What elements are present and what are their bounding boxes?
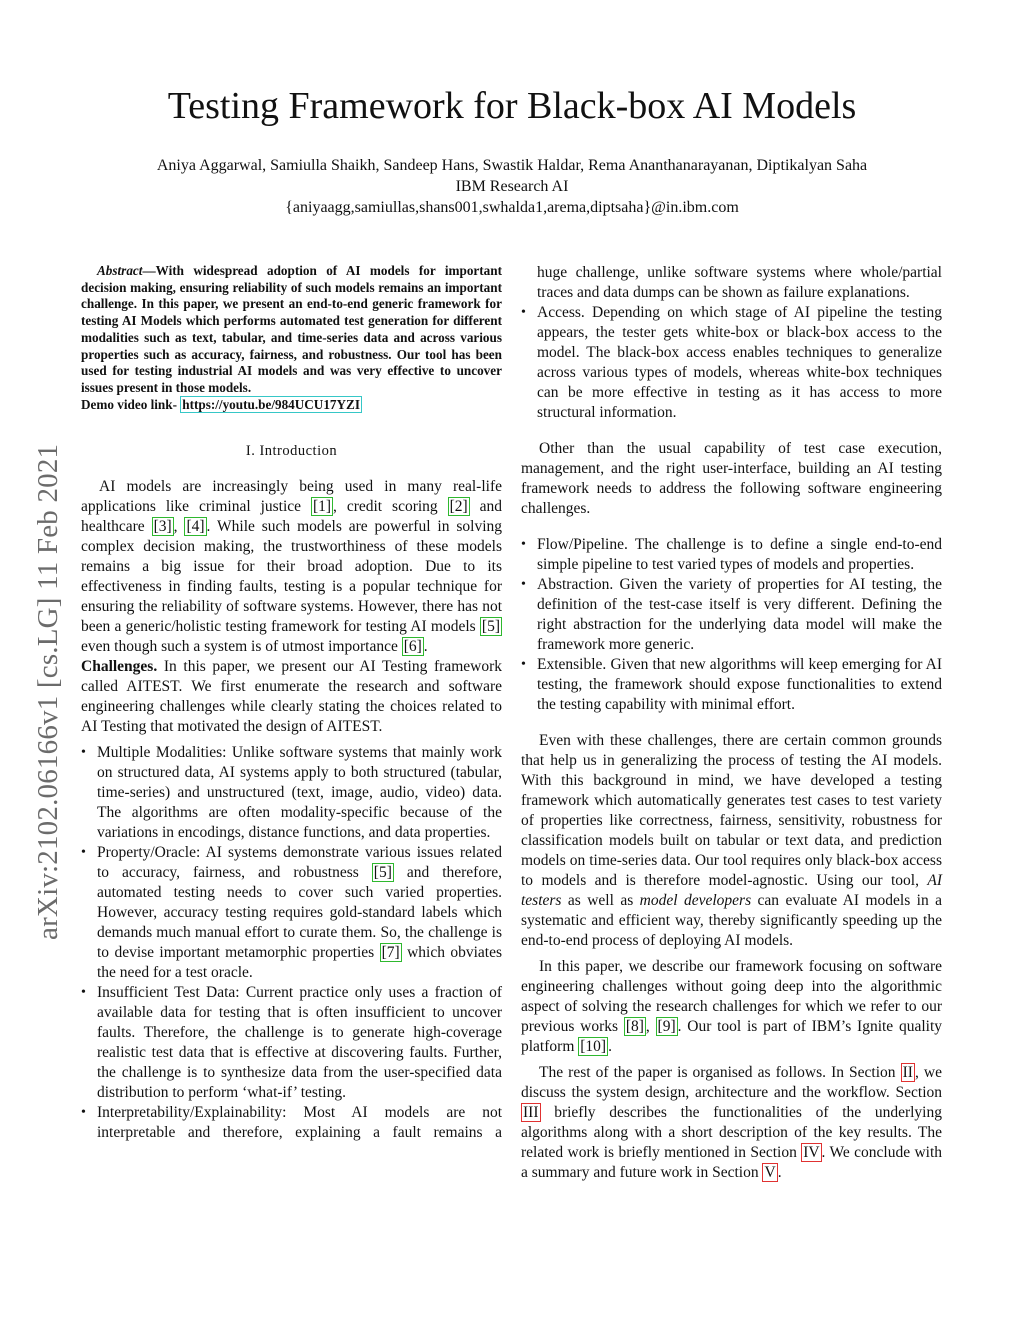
text-run: . <box>777 1164 782 1181</box>
citation-link[interactable]: [7] <box>381 944 400 962</box>
list-item: • Insufficient Test Data: Current practice only uses a fraction of available data for testing that is often insufficient to uncover faults. Therefore, the challenge is to generate high-coverage realistic test data that is effective at discovering faults. Further, the challenge is to synthesize data from the user-specified data distribution to perform ‘what-if’ testing. <box>81 983 502 1103</box>
section-ref-link[interactable]: V <box>764 1164 776 1181</box>
list-item: • Flow/Pipeline. The challenge is to define a single end-to-end simple pipeline to test varied types of models and properties. <box>521 535 942 575</box>
text-run: Property/Oracle: AI systems demonstrate various issues related to accuracy, fairness, and robustness <box>97 844 502 882</box>
abstract-text: —With widespread adoption of AI models for important decision making, ensuring reliability of such models remains an important challenge. In this paper, we present an end-to-end generic framework for testing AI Models which performs automated test generation for different modalities such as text, tabular, and time-series data and across various properties such as accuracy, fairness, and robustness. Our tool has been used for testing industrial AI models and was very effective to uncover issues present in those models. <box>81 263 502 395</box>
emphasis: AI testers <box>521 872 942 909</box>
text-run: Even with these challenges, there are certain common grounds that help us in generalizing the process of testing the AI models. With this background in mind, we have developed a testing framework which automatically generates test cases to test variety of properties like correctness, fairness, sensitivity, robustness for classification models built on tabular or text data, and prediction models on time-series data. Our tool requires only black-box access to models and is therefore model-agnostic. Using our tool, <box>521 732 942 889</box>
paragraph: Other than the usual capability of test case execution, management, and the right user-interface, building an AI testing framework needs to address the following software engineering challenges. <box>521 440 942 517</box>
list-item: • Access. Depending on which stage of AI pipeline the testing appears, the tester gets white-box or black-box access to the model. The black-box access enables techniques to generalize across various types of models, whereas white-box techniques can be more effective in testing as it has access to more structural information. <box>521 303 942 423</box>
list-item: • Multiple Modalities: Unlike software systems that mainly work on structured data, AI systems apply to both structured (tabular, time-series) and unstructured (text, image, audio, video) data. The algorithms are often modality-specific because of the variations in encodings, distance functions, and data properties. <box>81 743 502 843</box>
challenges-text: In this paper, we present our AI Testing framework called AITEST. We first enumerate the research and software engineering challenges while clearly stating the choices related to AI Testing that motivated the design of AITEST. <box>81 658 502 736</box>
citation-link[interactable]: [10] <box>580 1038 607 1055</box>
section-ref-link[interactable]: II <box>902 1064 913 1081</box>
text-run: . Our tool is part of IBM’s Ignite quality platform <box>521 1018 942 1055</box>
affiliation: IBM Research AI <box>455 178 569 195</box>
engineering-challenges-list <box>521 535 942 715</box>
author-emails: {aniyaagg,samiullas,shans001,swhalda1,arema,diptsaha}@in.ibm.com <box>285 199 739 216</box>
research-challenges-list-continued <box>521 263 942 423</box>
list-item <box>81 843 502 983</box>
text-run: as well as <box>561 892 640 909</box>
text-run: , <box>645 1018 656 1035</box>
abstract-label: Abstract <box>97 263 143 278</box>
citation-link[interactable]: [5] <box>481 618 500 636</box>
list-item: • Interpretability/Explainability: Most AI models are not interpretable and therefore, explaining a fault remains a <box>81 1103 502 1143</box>
arxiv-sidebar-stamp: arXiv:2102.06166v1 [cs.LG] 11 Feb 2021 <box>32 443 64 940</box>
section-heading-introduction: I. Introduction <box>245 443 338 460</box>
paragraph <box>521 1063 942 1183</box>
text-run: AI models are increasingly being used in many real-life applications like criminal justice <box>81 478 502 516</box>
challenges-paragraph <box>81 657 502 737</box>
paragraph <box>521 731 942 951</box>
citation-link[interactable]: [3] <box>153 518 172 536</box>
section-ref-link[interactable]: III <box>523 1104 539 1121</box>
demo-label: Demo video link- <box>81 396 181 412</box>
abstract <box>81 263 502 397</box>
list-item: • Abstraction. Given the variety of properties for AI testing, the definition of the test-case itself is very different. Defining the right abstraction for the underlying data model will make the framework more generic. <box>521 575 942 655</box>
text-run: . We conclude with a summary and future work in Section <box>521 1144 942 1181</box>
text-run: In this paper, we describe our framework focusing on software engineering challenges without going deep into the algorithmic aspect of solving the research challenges for which we refer to our previous works <box>521 958 942 1035</box>
left-column <box>81 263 502 1143</box>
text-run: , credit scoring <box>333 498 448 516</box>
list-item: • Extensible. Given that new algorithms will keep emerging for AI testing, the framework should expose functionalities to extend the testing capability with minimal effort. <box>521 655 942 715</box>
right-column <box>521 263 942 1183</box>
citation-link[interactable]: [6] <box>403 638 422 656</box>
text-run: , we discuss the system design, architecture and the workflow. Section <box>521 1064 942 1101</box>
text-run: can evaluate AI models in a systematic and efficient way, thereby significantly speeding up the end-to-end process of deploying AI models. <box>521 892 942 949</box>
research-challenges-list <box>81 743 502 1143</box>
text-run: even though such a system is of utmost importance <box>81 638 402 656</box>
text-run: and healthcare <box>81 498 502 536</box>
text-run: which obviates the need for a test oracle. <box>97 944 502 982</box>
author-list: Aniya Aggarwal, Samiulla Shaikh, Sandeep Hans, Swastik Haldar, Rema Ananthanarayanan, Diptikalyan Saha <box>156 157 868 174</box>
citation-link[interactable]: [5] <box>373 864 392 882</box>
text-run: . <box>608 1038 612 1055</box>
emphasis: model developers <box>639 892 752 909</box>
text-run: and therefore, automated testing needs to cover such varied properties. However, accuracy testing requires gold-standard labels which demands much manual effort to curate them. So, the challenge is to devise important metamorphic properties <box>97 864 502 962</box>
list-item-continued: huge challenge, unlike software systems where whole/partial traces and data dumps can be shown as failure explanations. <box>537 264 942 301</box>
paper-title: Testing Framework for Black-box AI Models <box>167 85 857 127</box>
text-run: . <box>423 638 428 656</box>
text-run: The rest of the paper is organised as follows. In Section <box>539 1064 901 1081</box>
text-run: , <box>173 518 185 536</box>
text-run: . While such models are powerful in solving complex decision making, the trustworthiness of these models remains a big issue for their broad adoption. Due to its effectiveness in finding faults, testing is a popular technique for ensuring the reliability of software systems. However, there has not been a generic/holistic testing framework for testing AI models <box>81 518 503 636</box>
citation-link[interactable]: [9] <box>657 1018 676 1035</box>
citation-link[interactable]: [1] <box>312 498 332 516</box>
paragraph <box>521 957 942 1057</box>
citation-link[interactable]: [4] <box>186 518 205 536</box>
text-run: briefly describes the functionalities of the underlying algorithms along with a short description of the key results. The related work is briefly mentioned in Section <box>521 1104 942 1161</box>
intro-paragraph <box>81 477 502 657</box>
citation-link[interactable]: [2] <box>449 498 468 516</box>
demo-video-line <box>81 397 502 414</box>
citation-link[interactable]: [8] <box>625 1018 644 1035</box>
section-ref-link[interactable]: IV <box>803 1144 820 1161</box>
demo-video-link[interactable]: https://youtu.be/984UCU17YZI <box>182 396 360 412</box>
challenges-heading: Challenges. <box>81 658 158 676</box>
